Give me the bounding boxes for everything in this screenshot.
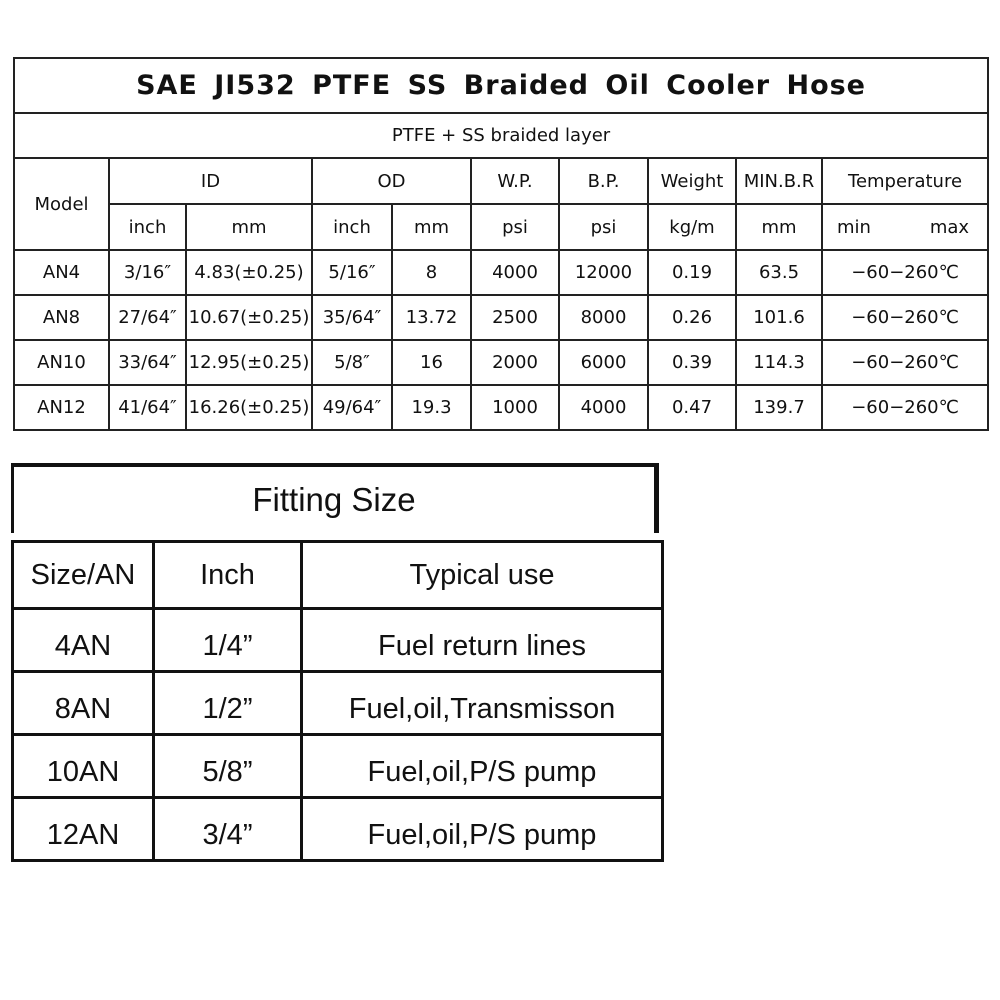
cell-size: 4AN — [13, 609, 154, 672]
unit-id-inch: inch — [109, 204, 186, 250]
unit-od-inch: inch — [312, 204, 392, 250]
cell-inch: 1/4” — [154, 609, 302, 672]
cell-size: 8AN — [13, 672, 154, 735]
cell-id-inch: 3/16″ — [109, 250, 186, 295]
cell-id-inch: 41/64″ — [109, 385, 186, 430]
cell-use: Fuel,oil,P/S pump — [302, 798, 663, 861]
cell-wp: 2500 — [471, 295, 559, 340]
unit-bp: psi — [559, 204, 648, 250]
header-inch: Inch — [154, 542, 302, 609]
header-size-an: Size/AN — [13, 542, 154, 609]
cell-od-inch: 5/8″ — [312, 340, 392, 385]
cell-temperature: −60−260℃ — [822, 385, 988, 430]
cell-id-mm: 16.26(±0.25) — [186, 385, 312, 430]
header-weight: Weight — [648, 158, 736, 204]
cell-od-mm: 8 — [392, 250, 471, 295]
cell-temperature: −60−260℃ — [822, 295, 988, 340]
table-row — [14, 295, 988, 340]
cell-model: AN8 — [14, 295, 109, 340]
cell-id-inch: 33/64″ — [109, 340, 186, 385]
table-subtitle: PTFE + SS braided layer — [14, 113, 988, 158]
cell-minbr: 139.7 — [736, 385, 822, 430]
cell-weight: 0.19 — [648, 250, 736, 295]
cell-temperature: −60−260℃ — [822, 340, 988, 385]
cell-id-mm: 12.95(±0.25) — [186, 340, 312, 385]
table-row — [13, 672, 663, 735]
cell-bp: 6000 — [559, 340, 648, 385]
cell-temperature: −60−260℃ — [822, 250, 988, 295]
unit-wp: psi — [471, 204, 559, 250]
table-title: SAE JI532 PTFE SS Braided Oil Cooler Hose — [14, 58, 988, 113]
cell-use: Fuel return lines — [302, 609, 663, 672]
header-model: Model — [14, 158, 109, 250]
unit-minbr: mm — [736, 204, 822, 250]
cell-minbr: 114.3 — [736, 340, 822, 385]
header-od: OD — [312, 158, 471, 204]
cell-wp: 4000 — [471, 250, 559, 295]
table-row — [14, 340, 988, 385]
cell-wp: 1000 — [471, 385, 559, 430]
header-typical-use: Typical use — [302, 542, 663, 609]
table-row — [13, 798, 663, 861]
table-row — [14, 250, 988, 295]
unit-od-mm: mm — [392, 204, 471, 250]
cell-wp: 2000 — [471, 340, 559, 385]
cell-inch: 5/8” — [154, 735, 302, 798]
cell-bp: 4000 — [559, 385, 648, 430]
fitting-table-title: Fitting Size — [11, 463, 659, 533]
header-wp: W.P. — [471, 158, 559, 204]
cell-od-mm: 13.72 — [392, 295, 471, 340]
header-id: ID — [109, 158, 312, 204]
cell-od-inch: 5/16″ — [312, 250, 392, 295]
cell-id-mm: 10.67(±0.25) — [186, 295, 312, 340]
cell-inch: 1/2” — [154, 672, 302, 735]
cell-model: AN12 — [14, 385, 109, 430]
cell-weight: 0.26 — [648, 295, 736, 340]
unit-weight: kg/m — [648, 204, 736, 250]
header-temperature: Temperature — [822, 158, 988, 204]
cell-od-inch: 35/64″ — [312, 295, 392, 340]
cell-inch: 3/4” — [154, 798, 302, 861]
header-bp: B.P. — [559, 158, 648, 204]
cell-weight: 0.39 — [648, 340, 736, 385]
table-row — [14, 385, 988, 430]
table-row — [13, 609, 663, 672]
cell-use: Fuel,oil,P/S pump — [302, 735, 663, 798]
fitting-size-table — [11, 540, 664, 862]
unit-temp-min: min — [837, 216, 871, 238]
cell-model: AN4 — [14, 250, 109, 295]
unit-temp-max: max — [929, 216, 970, 238]
cell-od-inch: 49/64″ — [312, 385, 392, 430]
cell-bp: 8000 — [559, 295, 648, 340]
hose-spec-table — [13, 57, 989, 431]
table-row — [13, 735, 663, 798]
cell-minbr: 63.5 — [736, 250, 822, 295]
cell-od-mm: 19.3 — [392, 385, 471, 430]
cell-bp: 12000 — [559, 250, 648, 295]
cell-use: Fuel,oil,Transmisson — [302, 672, 663, 735]
cell-id-inch: 27/64″ — [109, 295, 186, 340]
cell-model: AN10 — [14, 340, 109, 385]
cell-size: 10AN — [13, 735, 154, 798]
cell-size: 12AN — [13, 798, 154, 861]
cell-minbr: 101.6 — [736, 295, 822, 340]
cell-id-mm: 4.83(±0.25) — [186, 250, 312, 295]
cell-od-mm: 16 — [392, 340, 471, 385]
unit-id-mm: mm — [186, 204, 312, 250]
cell-weight: 0.47 — [648, 385, 736, 430]
header-minbr: MIN.B.R — [736, 158, 822, 204]
unit-temperature — [822, 204, 988, 250]
